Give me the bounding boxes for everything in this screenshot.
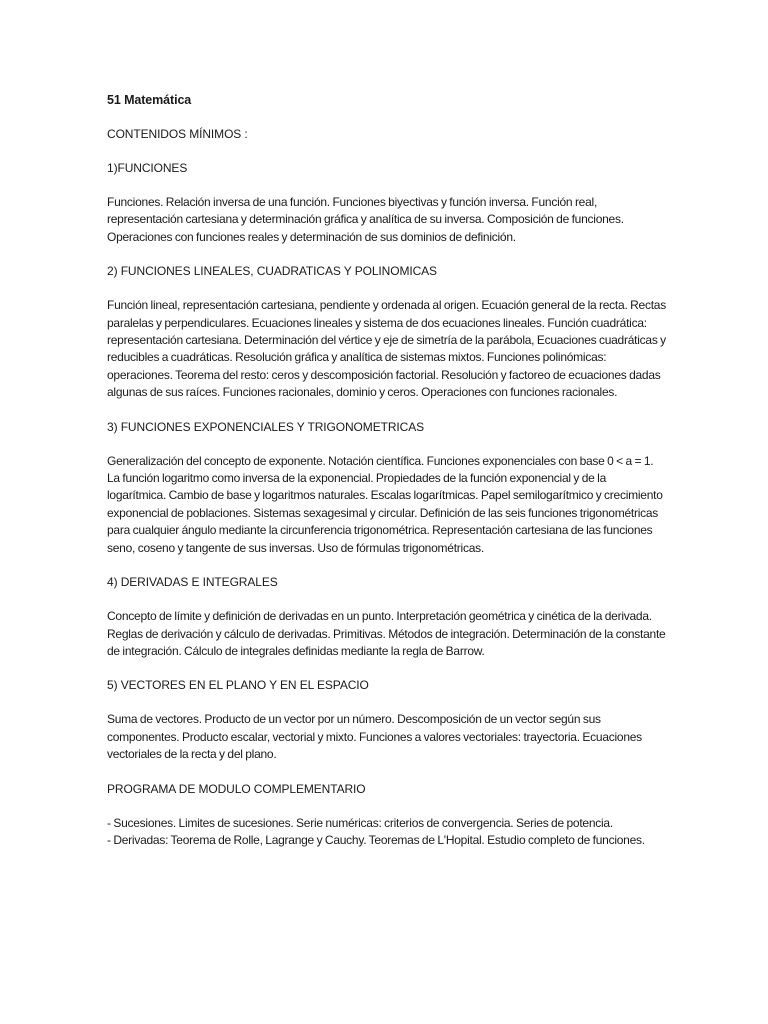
list-item: - Sucesiones. Limites de sucesiones. Serie numéricas: criterios de convergencia. Series de potencia. bbox=[107, 815, 613, 830]
section-body: Concepto de límite y definición de derivadas en un punto. Interpretación geométrica y cinética de la derivada. Reglas de derivación y cálculo de derivadas. Primitivas. Métodos de integración. Determinación de la constante de integración. Cálculo de integrales definidas mediante la regla de Barrow. bbox=[107, 609, 666, 658]
section-body: Función lineal, representación cartesiana, pendiente y ordenada al origen. Ecuación general de la recta. Rectas paralelas y perpendiculares. Ecuaciones lineales y sistema de dos ecuaciones lineales. Función cuadrática: representación cartesiana. Determinación del vértice y eje de simetría de la parábola, Ecuaciones cuadráticas y reducibles a cuadráticas. Resolución gráfica y analítica de sistemas mixtos. Funciones polinómicas: operaciones. Teorema del resto: ceros y descomposición factorial. Resolución y factoreo de ecuaciones dadas algunas de sus raíces. Funciones racionales, dominio y ceros. Operaciones con funciones racionales. bbox=[107, 298, 666, 400]
section-body: Funciones. Relación inversa de una función. Funciones biyectivas y función inversa. Función real, representación cartesiana y determinación gráfica y analítica de su inversa. Composición de funciones. Operaciones con funciones reales y determinación de sus dominios de definición. bbox=[107, 195, 624, 244]
section-3 bbox=[107, 419, 667, 557]
document-subtitle: CONTENIDOS MÍNIMOS : bbox=[107, 127, 248, 141]
section-heading: 2) FUNCIONES LINEALES, CUADRATICAS Y POLINOMICAS bbox=[107, 264, 437, 279]
section-heading: 5) VECTORES EN EL PLANO Y EN EL ESPACIO bbox=[107, 678, 369, 693]
section-1 bbox=[107, 160, 667, 246]
complementary-heading: PROGRAMA DE MODULO COMPLEMENTARIO bbox=[107, 781, 366, 796]
section-4 bbox=[107, 574, 667, 660]
complementary-section bbox=[107, 781, 667, 850]
list-item: - Derivadas: Teorema de Rolle, Lagrange y Cauchy. Teoremas de L'Hopital. Estudio completo de funciones. bbox=[107, 832, 645, 847]
section-body: Suma de vectores. Producto de un vector por un número. Descomposición de un vector según sus componentes. Producto escalar, vectorial y mixto. Funciones a valores vectoriales: trayectoria. Ecuaciones vectoriales de la recta y del plano. bbox=[107, 712, 642, 762]
section-body: Generalización del concepto de exponente. Notación científica. Funciones exponenciales con base 0 < a = 1. La función logaritmo como inversa de la exponencial. Propiedades de la función exponencial y de la logarítmica. Cambio de base y logaritmos naturales. Escalas logarítmicas. Papel semilogarítmico y crecimiento exponencial de poblaciones. Sistemas sexagesimal y circular. Definición de las seis funciones trigonométricas para cualquier ángulo mediante la circunferencia trigonométrica. Representación cartesiana de las funciones seno, coseno y tangente de sus inversas. Uso de fórmulas trigonométricas. bbox=[107, 453, 663, 555]
section-heading: 4) DERIVADAS E INTEGRALES bbox=[107, 575, 278, 590]
section-heading: 1)FUNCIONES bbox=[107, 161, 188, 175]
document-page bbox=[107, 92, 667, 849]
document-title: 51 Matemática bbox=[107, 93, 192, 107]
section-5 bbox=[107, 677, 667, 763]
complementary-list bbox=[107, 815, 667, 850]
section-heading: 3) FUNCIONES EXPONENCIALES Y TRIGONOMETRICAS bbox=[107, 419, 424, 434]
section-2 bbox=[107, 263, 667, 401]
